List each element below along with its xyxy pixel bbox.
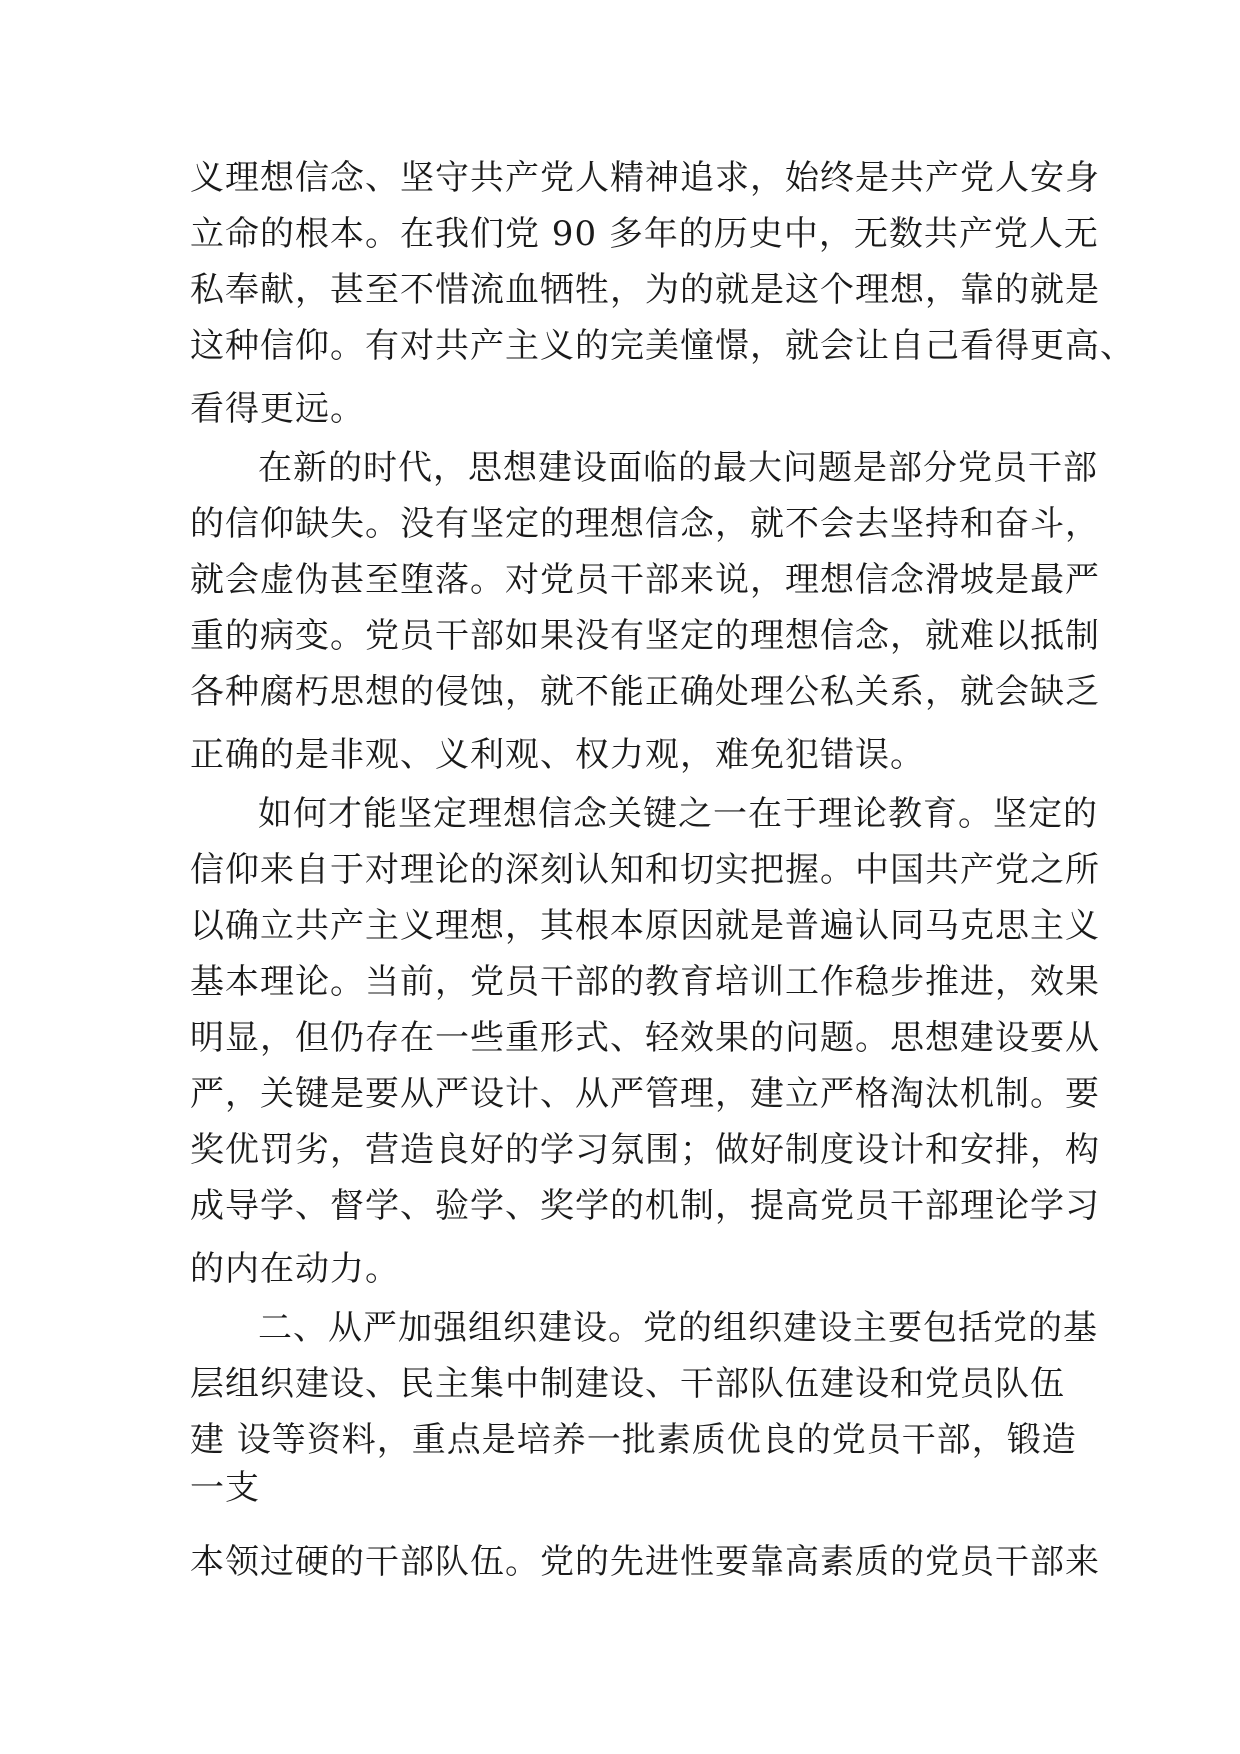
text-line: 基本理论。当前，党员干部的教育培训工作稳步推进，效果: [190, 962, 1100, 1002]
text-line: 的信仰缺失。没有坚定的理想信念，就不会去坚持和奋斗，: [190, 504, 1100, 544]
text-line: 义理想信念、坚守共产党人精神追求，始终是共产党人安身: [190, 158, 1100, 198]
text-line: 信仰来自于对理论的深刻认知和切实把握。中国共产党之所: [190, 850, 1100, 890]
text-line: 正确的是非观、义利观、权力观，难免犯错误。: [190, 735, 925, 775]
text-line: 一支: [190, 1468, 260, 1508]
text-line: 的内在动力。: [190, 1249, 400, 1289]
text-line: 建 设等资料，重点是培养一批素质优良的党员干部，锻造: [190, 1420, 1077, 1460]
text-line: 以确立共产主义理想，其根本原因就是普遍认同马克思主义: [190, 906, 1100, 946]
text-line: 本领过硬的干部队伍。党的先进性要靠高素质的党员干部来: [190, 1542, 1100, 1582]
text-line: 看得更远。: [190, 389, 365, 429]
text-line: 这种信仰。有对共产主义的完美憧憬，就会让自己看得更高、: [190, 326, 1135, 366]
paragraph-start-line: 如何才能坚定理想信念关键之一在于理论教育。坚定的: [258, 794, 1098, 834]
text-line: 私奉献，甚至不惜流血牺牲，为的就是这个理想，靠的就是: [190, 270, 1100, 310]
text-line: 重的病变。党员干部如果没有坚定的理想信念，就难以抵制: [190, 616, 1100, 656]
text-line: 明显，但仍存在一些重形式、轻效果的问题。思想建设要从: [190, 1018, 1100, 1058]
text-line: 严，关键是要从严设计、从严管理，建立严格淘汰机制。要: [190, 1074, 1100, 1114]
paragraph-start-line: 在新的时代，思想建设面临的最大问题是部分党员干部: [258, 448, 1098, 488]
text-line: 就会虚伪甚至堕落。对党员干部来说，理想信念滑坡是最严: [190, 560, 1100, 600]
text-line: 各种腐朽思想的侵蚀，就不能正确处理公私关系，就会缺乏: [190, 672, 1100, 712]
text-line: 奖优罚劣，营造良好的学习氛围；做好制度设计和安排，构: [190, 1130, 1100, 1170]
text-line: 成导学、督学、验学、奖学的机制，提高党员干部理论学习: [190, 1186, 1100, 1226]
paragraph-start-line: 二、从严加强组织建设。党的组织建设主要包括党的基: [258, 1308, 1098, 1348]
text-line: 层组织建设、民主集中制建设、干部队伍建设和党员队伍: [190, 1364, 1065, 1404]
text-line: 立命的根本。在我们党 90 多年的历史中，无数共产党人无: [190, 214, 1099, 254]
